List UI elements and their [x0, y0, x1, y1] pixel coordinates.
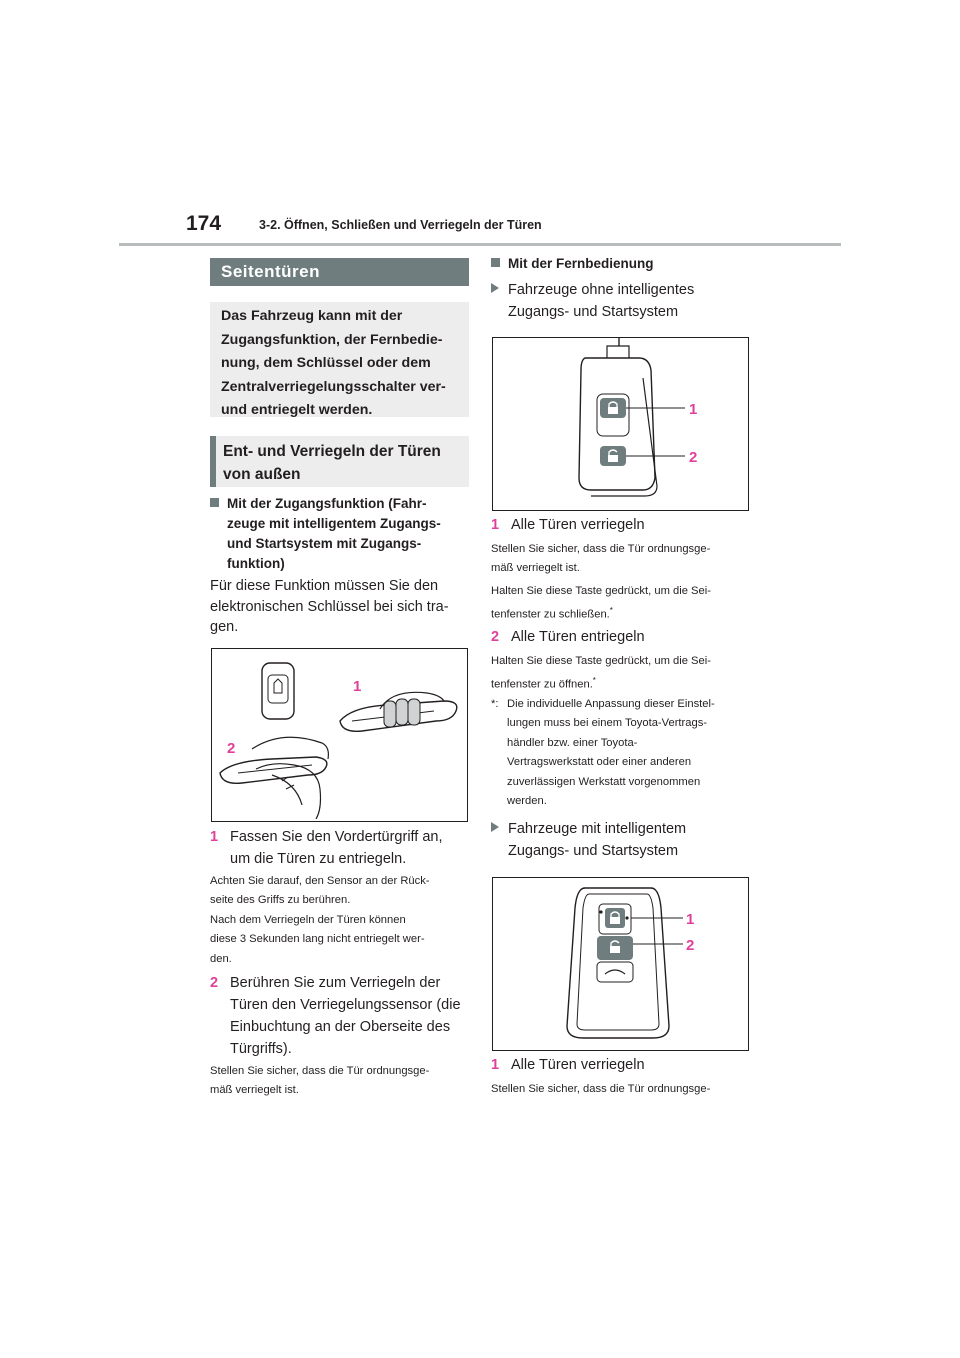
callout-2: 2: [689, 449, 698, 466]
note-line: mäß verriegelt ist.: [491, 562, 580, 575]
triangle-bullet-icon: [491, 283, 499, 293]
page-number: 174: [186, 212, 222, 235]
door-handle-illustration: [212, 649, 467, 821]
step-number: 1: [491, 517, 500, 533]
step-1b-lock-all: [491, 1054, 753, 1076]
intro-box: [210, 302, 469, 417]
step-2-unlock-all: [491, 626, 753, 648]
trunk-button-icon: [597, 962, 633, 982]
step-line: Türen den Verriegelungssensor (die: [230, 997, 461, 1013]
note-line: seite des Griffs zu berühren.: [210, 894, 351, 907]
step-text: Alle Türen entriegeln: [511, 629, 645, 645]
remote-heading: [491, 254, 753, 274]
square-bullet-icon: [491, 258, 500, 267]
variant-line: Fahrzeuge mit intelligentem: [508, 821, 687, 837]
heading-line: zeuge mit intelligentem Zugangs-: [227, 516, 441, 531]
variant-line: Zugangs- und Startsystem: [508, 304, 679, 320]
footnote-line: händler bzw. einer Toyota-: [507, 736, 638, 749]
flip-key-illustration: [493, 338, 748, 510]
note-line: tenfenster zu öffnen.: [491, 679, 593, 692]
step-text: Alle Türen verriegeln: [511, 1057, 645, 1073]
note-line: tenfenster zu schließen.: [491, 608, 610, 621]
flip-key-figure: [492, 337, 749, 511]
step-line: Fassen Sie den Vordertürgriff an,: [230, 829, 443, 845]
heading-line: funktion): [227, 556, 285, 571]
step-2-note: [491, 652, 753, 696]
footnote-line: Vertragswerkstatt oder einer anderen: [507, 756, 692, 769]
heading-line: und Startsystem mit Zugangs-: [227, 536, 422, 551]
heading-line: Mit der Zugangsfunktion (Fahr-: [227, 496, 427, 511]
square-bullet-icon: [210, 498, 219, 507]
step-1-unlock: [210, 826, 472, 870]
door-handle-figure: [211, 648, 468, 822]
heading-text: Mit der Fernbedienung: [508, 256, 654, 271]
callout-1: 1: [353, 678, 362, 695]
step-2-note: [210, 1062, 472, 1101]
paragraph-line: elektronischen Schlüssel bei sich tra-: [210, 598, 449, 615]
variant-smart-key: [491, 818, 753, 862]
step-line: Berühren Sie zum Verriegeln der: [230, 975, 441, 991]
footnote-ref: *: [609, 606, 613, 616]
step-number: 2: [491, 629, 500, 645]
triangle-bullet-icon: [491, 822, 499, 832]
paragraph-line: gen.: [210, 619, 239, 635]
callout-2: 2: [227, 740, 236, 757]
footnote: [491, 695, 753, 811]
footnote-line: lungen muss bei einem Toyota-Vertrags-: [507, 717, 708, 730]
paragraph-line: Für diese Funktion müssen Sie den: [210, 578, 439, 594]
note-line: mäß verriegelt ist.: [210, 1084, 299, 1097]
footnote-mark: *:: [491, 698, 499, 710]
step-text: Alle Türen verriegeln: [511, 517, 645, 533]
door-handle-lower: [220, 757, 327, 783]
subsection-line: Ent- und Verriegeln der Türen: [223, 443, 441, 460]
subsection-title: [210, 436, 469, 487]
intro-line: Zentralverriegelungsschalter ver-: [221, 378, 446, 395]
step-line: Türgriffs).: [230, 1041, 292, 1057]
footnote-ref: *: [592, 676, 596, 686]
smart-key-illustration: [493, 878, 748, 1050]
variant-line: Fahrzeuge ohne intelligentes: [508, 282, 695, 298]
callout-1: 1: [689, 401, 698, 418]
step-number: 1: [491, 1057, 500, 1073]
note-line: den.: [210, 952, 232, 965]
access-function-heading: [210, 494, 472, 574]
intro-line: Zugangsfunktion, der Fernbedie-: [221, 331, 443, 348]
step-line: Einbuchtung an der Oberseite des: [230, 1019, 451, 1035]
chapter-title: 3-2. Öffnen, Schließen und Verriegeln der Türen: [259, 218, 542, 232]
note-line: Halten Sie diese Taste gedrückt, um die Sei-: [491, 655, 711, 667]
step-2-lock: [210, 972, 472, 1060]
variant-line: Zugangs- und Startsystem: [508, 843, 679, 859]
footnote-line: zuverlässigen Werkstatt vorgenommen: [507, 775, 701, 788]
note-line: Nach dem Verriegeln der Türen können: [210, 913, 406, 926]
step-1b-note: Stellen Sie sicher, dass die Tür ordnungsge-: [491, 1083, 711, 1095]
note-line: diese 3 Sekunden lang nicht entriegelt wer-: [210, 933, 425, 946]
subsection-line: von außen: [223, 466, 301, 483]
footnote-line: Die individuelle Anpassung dieser Einstel-: [507, 698, 715, 710]
smart-key-figure: [492, 877, 749, 1051]
section-title: Seitentüren: [210, 258, 469, 286]
step-1-note: [210, 872, 472, 969]
step-1-note: [491, 540, 753, 625]
note-line: Stellen Sie sicher, dass die Tür ordnungsge-: [210, 1065, 430, 1077]
step-line: um die Türen zu entriegeln.: [230, 851, 407, 867]
intro-line: Das Fahrzeug kann mit der: [221, 308, 403, 324]
header-divider: [119, 243, 841, 246]
access-function-text: [210, 576, 472, 638]
step-number: 1: [210, 829, 219, 845]
footnote-line: werden.: [507, 795, 547, 808]
callout-1: 1: [686, 911, 695, 928]
intro-line: und entriegelt werden.: [221, 402, 373, 419]
note-line: Achten Sie darauf, den Sensor an der Rück-: [210, 875, 430, 887]
step-number: 2: [210, 975, 219, 991]
note-line: Halten Sie diese Taste gedrückt, um die Sei-: [491, 584, 711, 597]
intro-line: nung, dem Schlüssel oder dem: [221, 355, 431, 372]
callout-2: 2: [686, 937, 695, 954]
note-line: Stellen Sie sicher, dass die Tür ordnungsge-: [491, 543, 711, 555]
variant-no-smart-key: [491, 279, 753, 323]
step-1-lock-all: [491, 514, 753, 536]
